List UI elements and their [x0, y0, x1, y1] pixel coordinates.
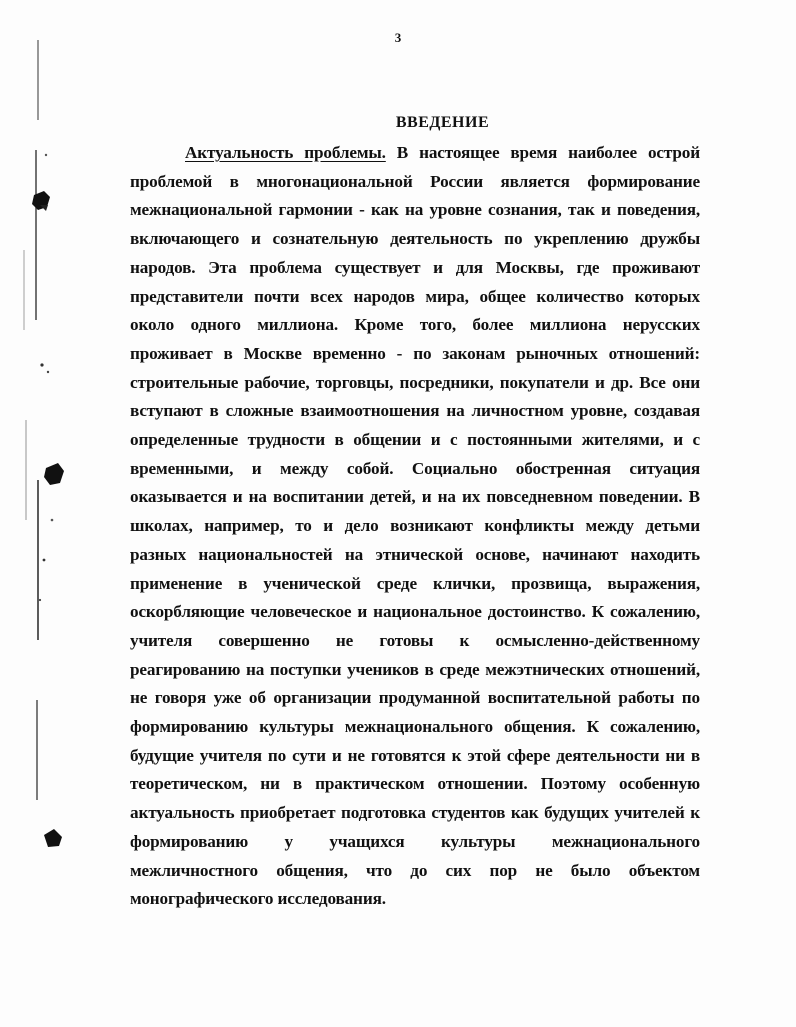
body-paragraph [130, 139, 700, 914]
scan-margin-artifacts [0, 0, 80, 1027]
section-heading: ВВЕДЕНИЕ [395, 114, 490, 131]
lead-underlined-phrase: Актуальность проблемы. [185, 143, 386, 162]
page-number: 3 [394, 30, 402, 45]
paragraph-text: В настоящее время наиболее острой проблемой в многонациональной России является формирование межнациональной гармонии - как на уровне сознания, так и поведения, включающего и сознательную деятельность по укреплению дружбы народов. Эта проблема существует и для Москвы, где проживают представители почти всех народов мира, общее количество которых около одного миллиона. Кроме того, более миллиона нерусских проживает в Москве временно - по законам рыночных отношений: строительные рабочие, торговцы, посредники, покупатели и др. Все они вступают в сложные взаимоотношения на личностном уровне, создавая определенные трудности в общении и с постоянными жителями, и с временными, и между собой. Социально обостренная ситуация оказывается и на воспитании детей, и на их повседневном поведении. В школах, например, то и дело возникают конфликты между детьми разных национальностей на этнической основе, начинают находить применение в ученической среде клички, прозвища, выражения, оскорбляющие человеческое и национальное достоинство. К сожалению, учителя совершенно не готовы к осмысленно-действенному реагированию на поступки учеников в среде межэтнических отношений, не говоря уже об организации продуманной воспитательной работы по формированию культуры межнационального общения. К сожалению, будущие учителя по сути и не готовятся к этой сфере деятельности ни в теоретическом, ни в практическом отношении. Поэтому особенную актуальность приобретает подготовка студентов как будущих учителей к формированию у учащихся культуры межнационального межличностного общения, что до сих пор не было объектом монографического исследования. [130, 143, 700, 909]
